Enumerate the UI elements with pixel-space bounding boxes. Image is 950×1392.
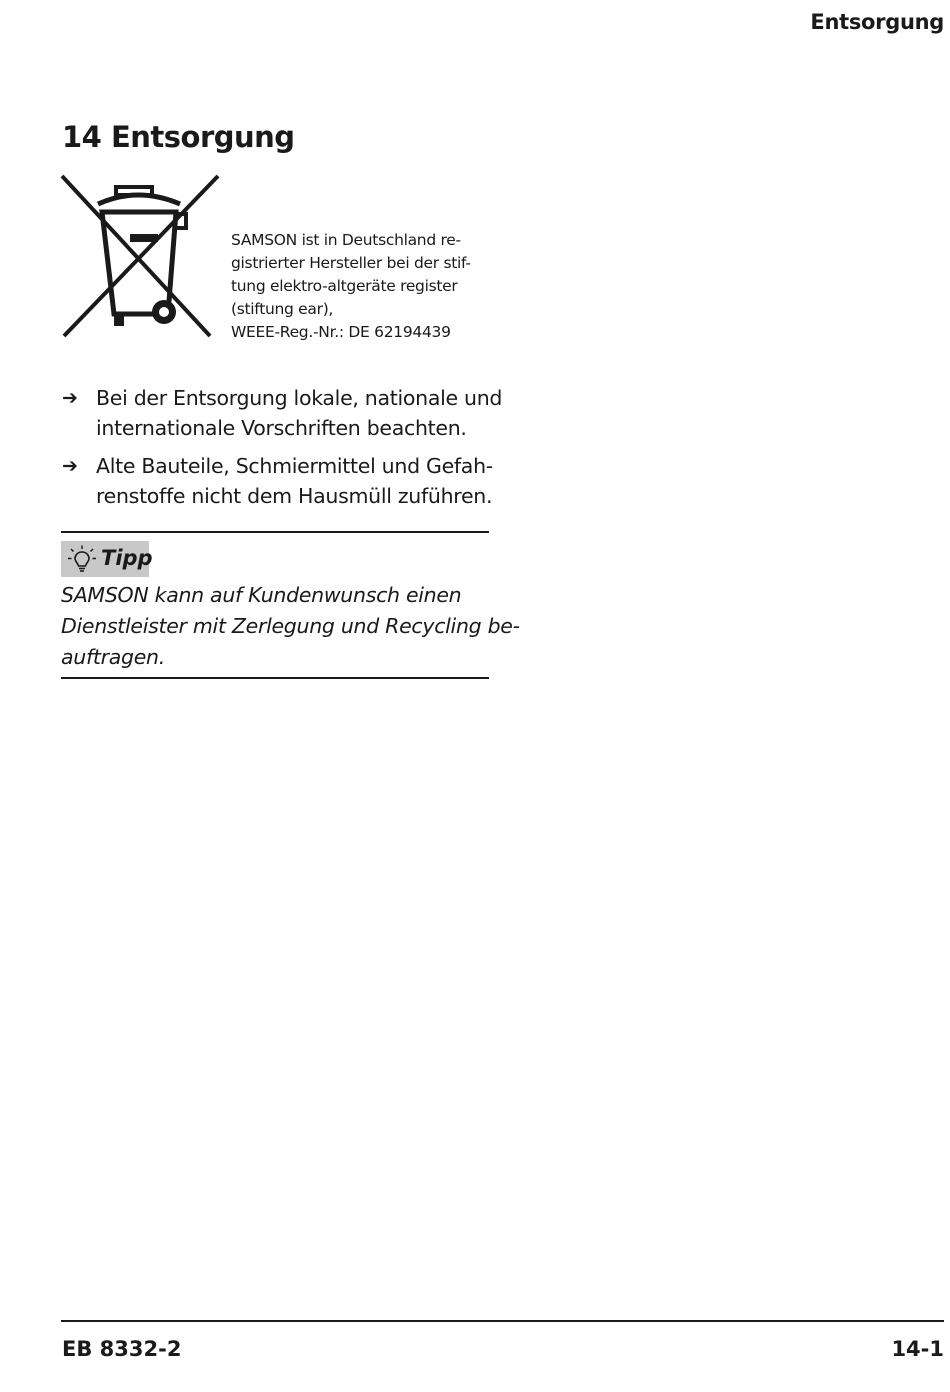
- instruction-text-line: internationale Vorschriften beachten.: [96, 416, 467, 440]
- instruction-text-line: renstoffe nicht dem Hausmüll zuführen.: [96, 484, 493, 508]
- weee-text-line: (stiftung ear),: [231, 300, 334, 318]
- instruction-item: [62, 383, 502, 443]
- instruction-text-line: Bei der Entsorgung lokale, nationale und: [96, 386, 503, 410]
- document-id: EB 8332-2: [62, 1337, 182, 1361]
- arrow-right-icon: ➔: [62, 387, 78, 409]
- tip-label: [61, 541, 153, 577]
- tip-box: [61, 531, 520, 679]
- chapter-title: 14 Entsorgung: [62, 120, 295, 154]
- instruction-text-line: Alte Bauteile, Schmiermittel und Gefah-: [96, 454, 493, 478]
- footer-divider: [61, 1320, 944, 1322]
- arrow-right-icon: ➔: [62, 455, 78, 477]
- instruction-list: [62, 383, 502, 519]
- tip-text-line: Dienstleister mit Zerlegung und Recycling be-: [61, 614, 520, 638]
- tip-text: [61, 580, 520, 673]
- running-header-title: Entsorgung: [810, 10, 944, 34]
- weee-text-line: gistrierter Hersteller bei der stif-: [231, 254, 471, 272]
- instruction-item: [62, 451, 502, 511]
- crossed-out-wheelie-bin-icon: [58, 174, 222, 340]
- weee-text-line: SAMSON ist in Deutschland re-: [231, 231, 461, 249]
- tip-label-text: Tipp: [101, 546, 153, 570]
- page-number: 14-1: [891, 1337, 944, 1361]
- weee-registration-text: [231, 229, 481, 344]
- tip-text-line: SAMSON kann auf Kundenwunsch einen: [61, 583, 462, 607]
- weee-text-line: WEEE-Reg.-Nr.: DE 62194439: [231, 323, 451, 341]
- lightbulb-icon: [67, 545, 97, 573]
- tip-text-line: auftragen.: [61, 645, 165, 669]
- weee-text-line: tung elektro-altgeräte register: [231, 277, 458, 295]
